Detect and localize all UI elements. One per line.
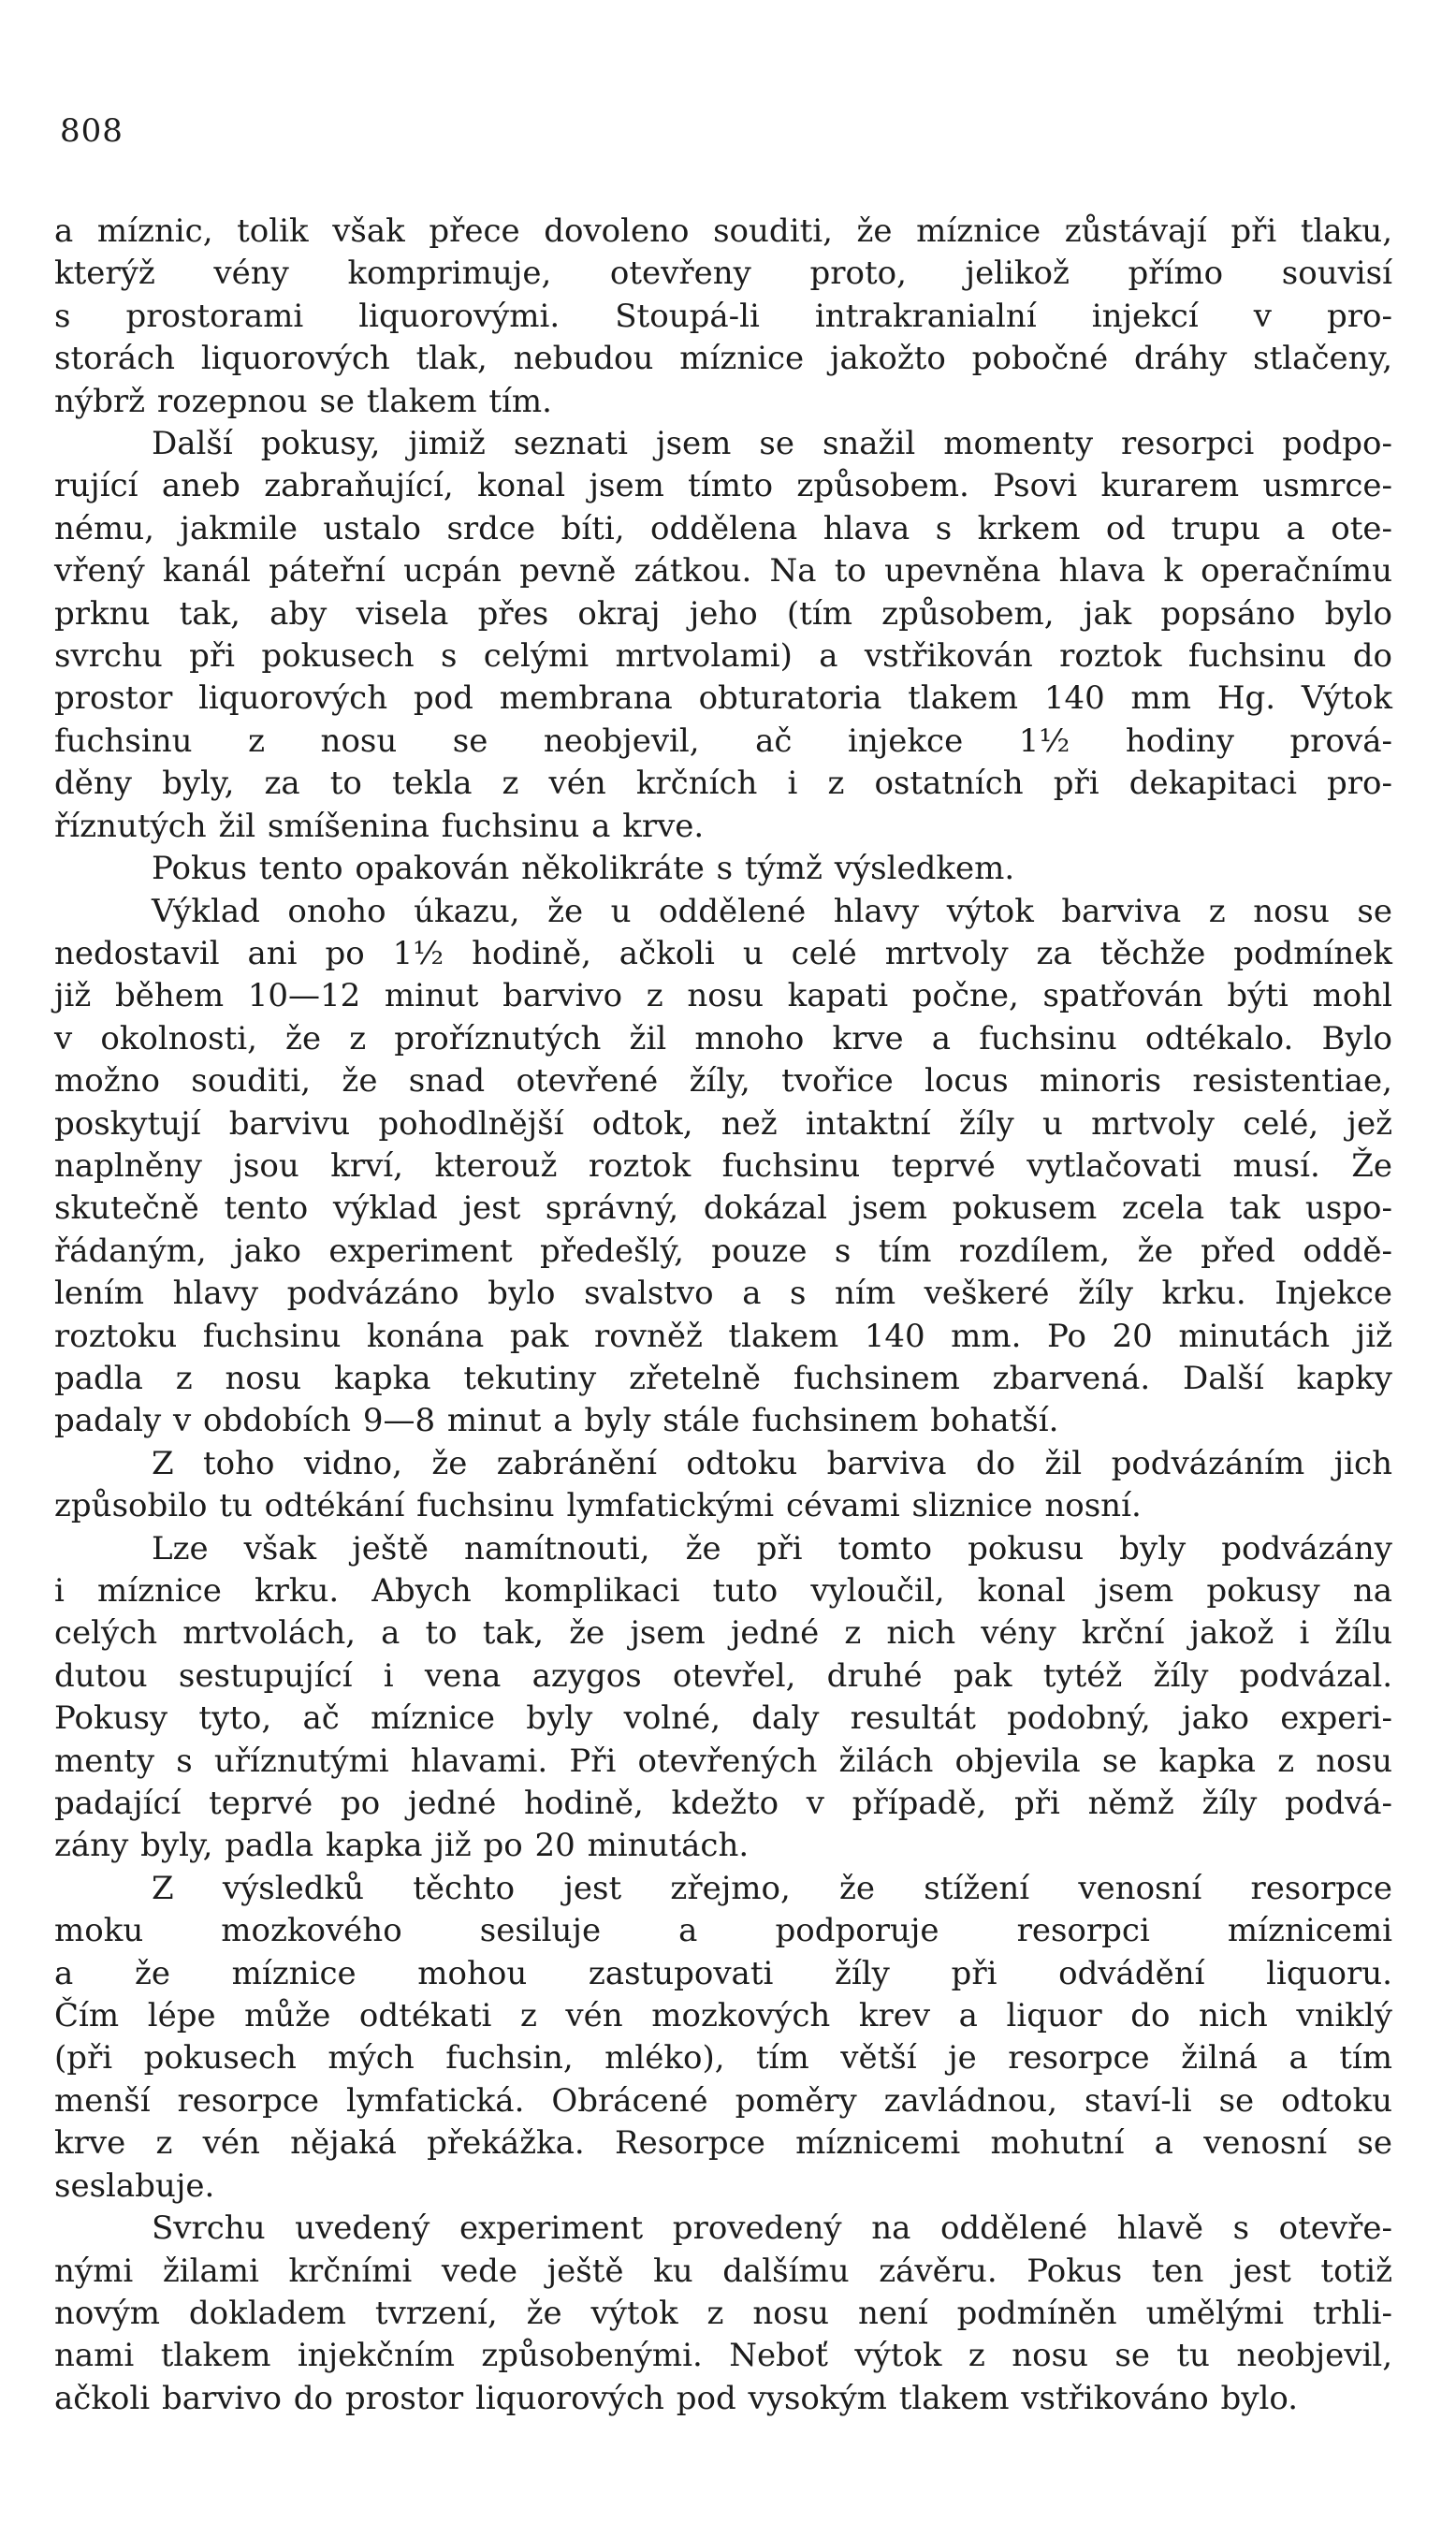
text-line: rující aneb zabraňující, konal jsem tímto způsobem. Psovi kurarem usmrce- bbox=[54, 467, 1392, 505]
text-line: nému, jakmile ustalo srdce bíti, oddělena hlava s krkem od trupu a ote- bbox=[54, 509, 1392, 547]
text-line: Výklad onoho úkazu, že u oddělené hlavy výtok barviva z nosu se bbox=[152, 892, 1392, 930]
text-line: moku mozkového sesiluje a podporuje resorpci míznicemi bbox=[54, 1912, 1392, 1950]
text-line: Svrchu uvedený experiment provedený na oddělené hlavě s otevře- bbox=[152, 2209, 1392, 2248]
paragraph-3 bbox=[54, 848, 1392, 890]
paragraph-8 bbox=[54, 2208, 1392, 2420]
text-line: nami tlakem injekčním způsobenými. Neboť výtok z nosu se tu neobjevil, bbox=[54, 2337, 1392, 2375]
text-line: již během 10—12 minut barvivo z nosu kapati počne, spatřován býti mohl bbox=[54, 977, 1392, 1015]
paragraph-1 bbox=[54, 211, 1392, 423]
paragraph-7 bbox=[54, 1868, 1392, 2208]
text-line: roztoku fuchsinu konána pak rovněž tlakem 140 mm. Po 20 minutách již bbox=[54, 1317, 1392, 1355]
text-line: kterýž vény komprimuje, otevřeny proto, jelikož přímo souvisí bbox=[54, 255, 1392, 293]
text-line: vřený kanál páteřní ucpán pevně zátkou. Na to upevněna hlava k operačnímu bbox=[54, 552, 1392, 591]
text-line: děny byly, za to tekla z vén krčních i z ostatních při dekapitaci pro- bbox=[54, 765, 1392, 803]
text-line: nýbrž rozepnou se tlakem tím. bbox=[54, 382, 552, 420]
text-line: padla z nosu kapka tekutiny zřetelně fuchsinem zbarvená. Další kapky bbox=[54, 1359, 1392, 1397]
body-text bbox=[54, 211, 1392, 2420]
text-line: v okolnosti, že z proříznutých žil mnoho krve a fuchsinu odtékalo. Bylo bbox=[54, 1019, 1392, 1057]
text-line: padaly v obdobích 9—8 minut a byly stále fuchsinem bohatší. bbox=[54, 1402, 1059, 1440]
text-line: naplněny jsou krví, kterouž roztok fuchsinu teprvé vytlačovati musí. Že bbox=[54, 1146, 1392, 1185]
text-line: seslabuje. bbox=[54, 2166, 215, 2205]
text-line: Pokusy tyto, ač míznice byly volné, daly resultát podobný, jako experi- bbox=[54, 1699, 1392, 1738]
text-line: celých mrtvolách, a to tak, že jsem jedné z nich vény krční jakož i žílu bbox=[54, 1614, 1392, 1653]
text-line: Lze však ještě namítnouti, že při tomto pokusu byly podvázány bbox=[152, 1529, 1392, 1567]
text-line: zány byly, padla kapka již po 20 minutách. bbox=[54, 1827, 750, 1865]
text-line: storách liquorových tlak, nebudou míznice jakožto pobočné dráhy stlačeny, bbox=[54, 340, 1392, 378]
text-line: padající teprvé po jedné hodině, kdežto v případě, při němž žíly podvá- bbox=[54, 1785, 1392, 1823]
text-line: nedostavil ani po 1½ hodině, ačkoli u celé mrtvoly za těchže podmínek bbox=[54, 934, 1392, 972]
text-line: dutou sestupující i vena azygos otevřel, druhé pak tytéž žíly podvázal. bbox=[54, 1656, 1392, 1695]
text-line: Pokus tento opakován několikráte s týmž výsledkem. bbox=[152, 850, 1015, 888]
text-line: i míznice krku. Abych komplikaci tuto vyloučil, konal jsem pokusy na bbox=[54, 1572, 1392, 1610]
text-line: prostor liquorových pod membrana obturatoria tlakem 140 mm Hg. Výtok bbox=[54, 679, 1392, 718]
text-line: říznutých žil smíšenina fuchsinu a krve. bbox=[54, 807, 705, 845]
text-line: prknu tak, aby visela přes okraj jeho (tím způsobem, jak popsáno bylo bbox=[54, 594, 1392, 633]
text-line: menty s uříznutými hlavami. Při otevřených žilách objevila se kapka z nosu bbox=[54, 1742, 1392, 1780]
text-line: řádaným, jako experiment předešlý, pouze s tím rozdílem, že před oddě- bbox=[54, 1232, 1392, 1270]
text-line: poskytují barvivu pohodlnější odtok, než intaktní žíly u mrtvoly celé, jež bbox=[54, 1104, 1392, 1143]
text-line: Čím lépe může odtékati z vén mozkových krev a liquor do nich vniklý bbox=[54, 1997, 1392, 2035]
paragraph-4 bbox=[54, 891, 1392, 1443]
page-number: 808 bbox=[60, 112, 124, 150]
text-line: Z výsledků těchto jest zřejmo, že stížení venosní resorpce bbox=[152, 1869, 1392, 1907]
text-line: menší resorpce lymfatická. Obrácené poměry zavládnou, staví-li se odtoku bbox=[54, 2081, 1392, 2120]
paragraph-5 bbox=[54, 1443, 1392, 1528]
text-line: nými žilami krčními vede ještě ku dalšímu závěru. Pokus ten jest totiž bbox=[54, 2252, 1392, 2290]
paragraph-6 bbox=[54, 1528, 1392, 1868]
text-line: novým dokladem tvrzení, že výtok z nosu není podmíněn umělými trhli- bbox=[54, 2294, 1392, 2332]
text-line: Z toho vidno, že zabránění odtoku barviva do žil podvázáním jich bbox=[152, 1444, 1392, 1482]
text-line: a že míznice mohou zastupovati žíly při odvádění liquoru. bbox=[54, 1954, 1392, 1992]
text-line: fuchsinu z nosu se neobjevil, ač injekce 1½ hodiny prová- bbox=[54, 722, 1392, 760]
text-line: (při pokusech mých fuchsin, mléko), tím větší je resorpce žilná a tím bbox=[54, 2039, 1392, 2078]
paragraph-2 bbox=[54, 423, 1392, 848]
text-line: možno souditi, že snad otevřené žíly, tvořice locus minoris resistentiae, bbox=[54, 1062, 1392, 1101]
text-line: skutečně tento výklad jest správný, dokázal jsem pokusem zcela tak uspo- bbox=[54, 1189, 1392, 1228]
text-line: ačkoli barvivo do prostor liquorových pod vysokým tlakem vstřikováno bylo. bbox=[54, 2379, 1299, 2417]
text-line: způsobilo tu odtékání fuchsinu lymfatickými cévami sliznice nosní. bbox=[54, 1487, 1142, 1525]
text-line: lením hlavy podvázáno bylo svalstvo a s ním veškeré žíly krku. Injekce bbox=[54, 1275, 1392, 1313]
text-line: svrchu při pokusech s celými mrtvolami) a vstřikován roztok fuchsinu do bbox=[54, 637, 1392, 676]
text-line: s prostorami liquorovými. Stoupá-li intrakranialní injekcí v pro- bbox=[54, 297, 1392, 335]
text-line: krve z vén nějaká překážka. Resorpce míznicemi mohutní a venosní se bbox=[54, 2124, 1392, 2163]
text-line: Další pokusy, jimiž seznati jsem se snažil momenty resorpci podpo- bbox=[152, 425, 1392, 463]
text-line: a míznic, tolik však přece dovoleno souditi, že míznice zůstávají při tlaku, bbox=[54, 212, 1392, 250]
